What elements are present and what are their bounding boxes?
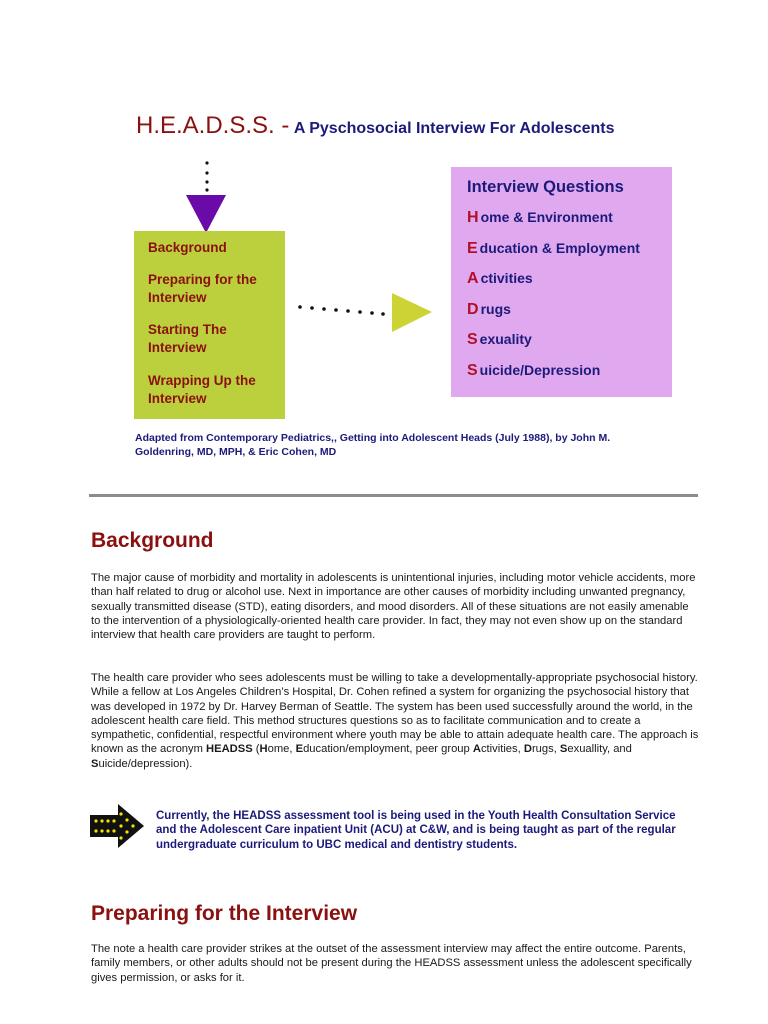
citation: Adapted from Contemporary Pediatrics,, Getting into Adolescent Heads (July 1988), by John M. Goldenring, MD, MPH, & Eric Cohen, MD: [135, 432, 611, 458]
arrow-callout-icon: [88, 802, 146, 850]
questions-header: Interview Questions: [467, 178, 624, 196]
question-letter: A: [467, 270, 479, 287]
question-letter: E: [467, 240, 478, 257]
section-heading-preparing: Preparing for the Interview: [91, 902, 358, 925]
menu-item-background[interactable]: Background: [148, 240, 227, 255]
question-label: exuality: [479, 331, 532, 347]
question-letter: S: [467, 362, 478, 379]
question-letter: D: [467, 301, 479, 318]
menu-item-preparing[interactable]: Preparing for the Interview: [148, 272, 257, 305]
question-label: ctivities: [480, 270, 533, 286]
title-subtitle: A Pyschosocial Interview For Adolescents: [293, 120, 615, 137]
question-item-education: [467, 240, 640, 258]
question-item-drugs: [467, 301, 511, 319]
right-arrow-icon: [292, 290, 437, 335]
page-title: [136, 112, 615, 140]
divider: [89, 494, 698, 497]
question-item-sexuality: [467, 331, 532, 349]
question-item-suicide: [467, 362, 600, 380]
question-letter: S: [467, 331, 478, 348]
title-brand: H.E.A.D.S.S. -: [136, 112, 290, 139]
menu-item-wrapping-up[interactable]: Wrapping Up the Interview: [148, 373, 256, 406]
question-label: uicide/Depression: [479, 362, 601, 378]
question-item-home: [467, 209, 613, 227]
question-label: rugs: [480, 301, 511, 317]
question-label: ducation & Employment: [479, 240, 640, 256]
question-letter: H: [467, 209, 479, 226]
callout-text: Currently, the HEADSS assessment tool is being used in the Youth Health Consultation Service and the Adolescent Care inpatient Unit (ACU) at C&W, and is being taught as part of the regular undergraduate curriculum to UBC medical and dentistry students.: [156, 810, 676, 851]
background-paragraph-1: The major cause of morbidity and mortality in adolescents is unintentional injuries, including motor vehicle accidents, more than half related to drug or alcohol use. Next in importance are other causes of morbidity including unwanted pregnancy, sexually transmitted disease (STD), eating disorders, and mood disorders. All of these situations are not easily amenable to the intervention of a physiologically-oriented health care provider. In fact, they may not even show up on the standard interview that health care providers are taught to perform.: [91, 572, 696, 642]
down-arrow-icon: [180, 155, 240, 237]
question-item-activities: [467, 270, 533, 288]
menu-item-starting[interactable]: Starting The Interview: [148, 322, 227, 355]
question-label: ome & Environment: [480, 209, 613, 225]
section-heading-background: Background: [91, 529, 214, 552]
background-paragraph-2: The health care provider who sees adolescents must be willing to take a developmentally-appropriate psychosocial history. While a fellow at Los Angeles Children’s Hospital, Dr. Cohen refined a system for organizing the psychosocial history that was developed in 1972 by Dr. Harvey Berman of Seattle. The system has been used successfully around the world, in the adolescent health care field. This method structures questions so as to facilitate communication and to create a sympathetic, confidential, respectful environment where youth may be able to attain adequate health care. The approach is known as the acronym HEADSS (Home, Education/employment, peer group Activities, Drugs, Sexuallity, and Suicide/depression).: [91, 672, 699, 770]
preparing-paragraph: The note a health care provider strikes at the outset of the assessment interview may affect the entire outcome. Parents, family members, or other adults should not be present during the HEADSS assessment unless the adolescent specifically gives permission, or asks for it.: [91, 943, 692, 984]
